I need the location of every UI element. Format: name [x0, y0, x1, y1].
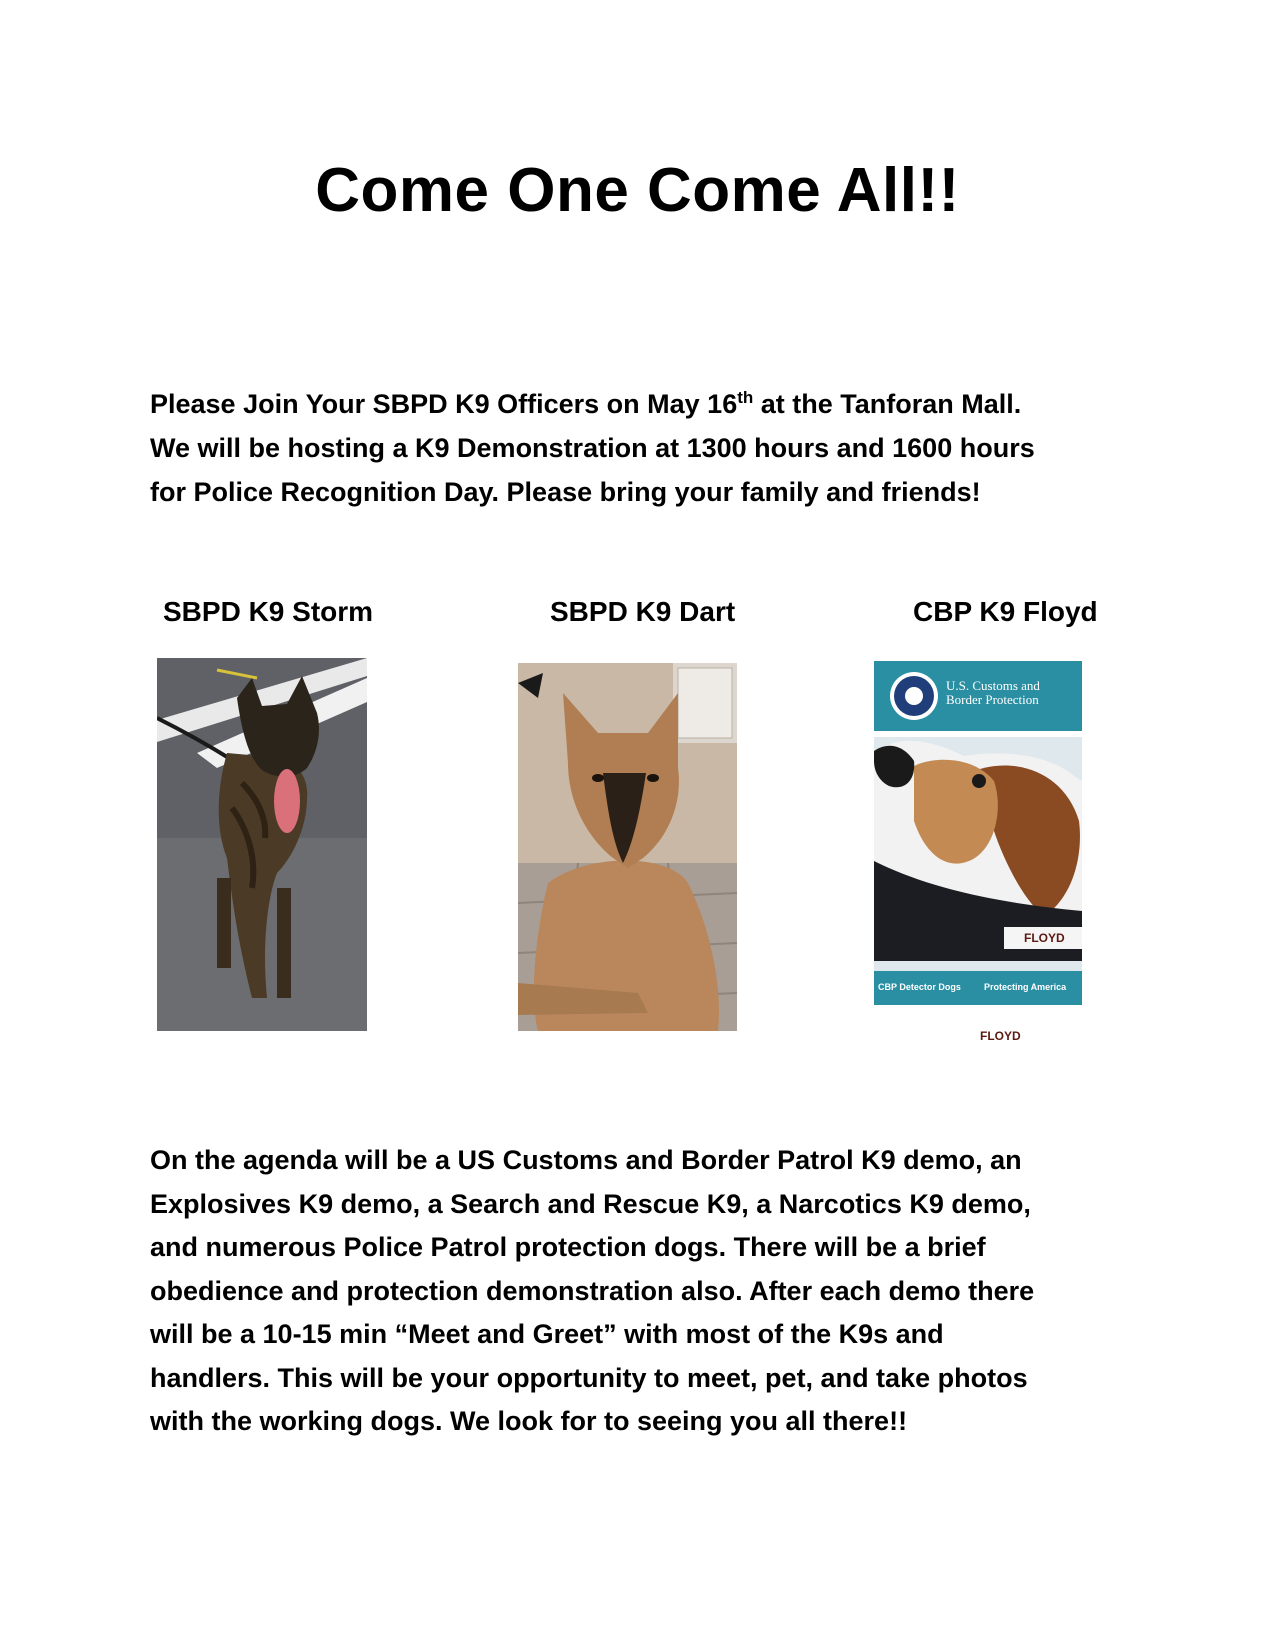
intro-line-1-text: Please Join Your SBPD K9 Officers on May 16	[150, 389, 738, 419]
floyd-card-graphic	[874, 661, 1082, 1005]
dog-caption-storm: SBPD K9 Storm	[163, 596, 374, 627]
storm-dog-image	[157, 658, 367, 1031]
intro-line-1-tail: at the Tanforan Mall.	[753, 389, 1022, 419]
flyer-title: Come One Come All!!	[315, 156, 960, 225]
floyd-card	[874, 661, 1082, 1005]
cbp-header-line-1: U.S. Customs and	[946, 678, 1040, 693]
agenda-line: will be a 10-15 min “Meet and Greet” with most of the K9s and	[150, 1319, 944, 1349]
dart-dog-image	[518, 663, 737, 1031]
agenda-line: with the working dogs. We look for to seeing you all there!!	[150, 1406, 908, 1436]
dog-caption-dart: SBPD K9 Dart	[550, 596, 736, 627]
intro-line-1	[150, 382, 1150, 426]
agenda-line: and numerous Police Patrol protection dogs. There will be a brief	[150, 1232, 986, 1262]
card-footer-left: CBP Detector Dogs	[878, 982, 961, 992]
agenda-line: obedience and protection demonstration also. After each demo there	[150, 1275, 1035, 1306]
intro-line-2: We will be hosting a K9 Demonstration at 1300 hours and 1600 hours	[150, 433, 1035, 463]
dart-photo	[518, 663, 737, 1031]
card-name-tag: FLOYD	[1024, 931, 1065, 945]
cbp-card-header	[946, 679, 1040, 707]
agenda-line: Explosives K9 demo, a Search and Rescue K9, a Narcotics K9 demo,	[150, 1188, 1031, 1219]
cbp-header-line-2: Border Protection	[946, 692, 1039, 707]
dog-caption-floyd: CBP K9 Floyd	[913, 596, 1098, 627]
storm-photo	[157, 658, 367, 1031]
intro-paragraph	[150, 382, 1150, 514]
agenda-line: handlers. This will be your opportunity to meet, pet, and take photos	[150, 1362, 1028, 1393]
agenda-line: On the agenda will be a US Customs and Border Patrol K9 demo, an	[150, 1145, 1022, 1175]
agenda-paragraph	[150, 1139, 1150, 1444]
intro-line-3: for Police Recognition Day. Please bring your family and friends!	[150, 477, 981, 507]
date-ordinal-suffix: th	[737, 388, 754, 407]
card-footer-right: Protecting America	[984, 982, 1067, 992]
floyd-below-card-label: FLOYD	[980, 1029, 1021, 1043]
